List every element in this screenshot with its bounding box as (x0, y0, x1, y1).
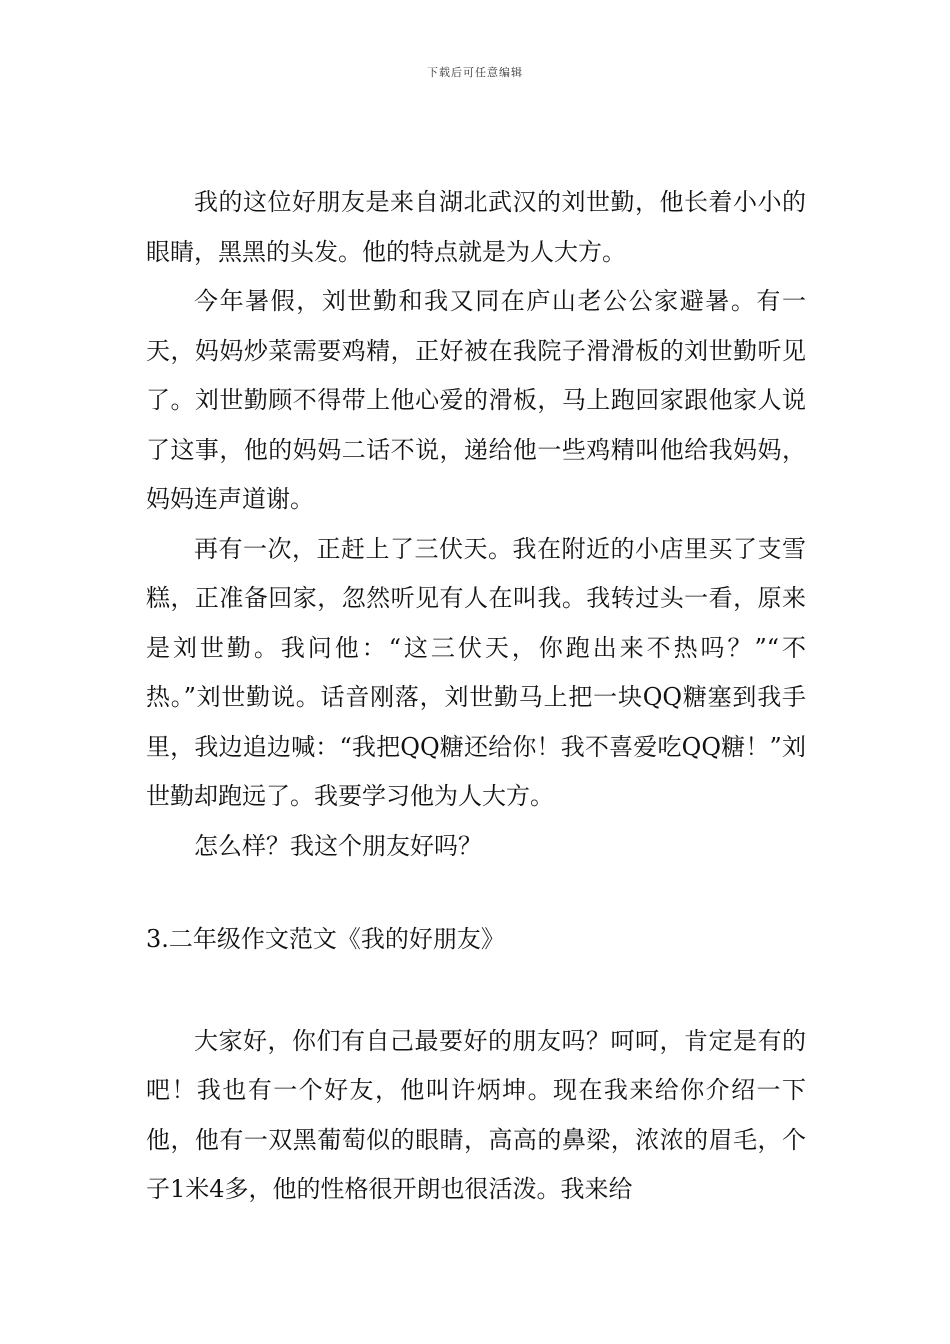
paragraph-2: 今年暑假，刘世勤和我又同在庐山老公公家避暑。有一天，妈妈炒菜需要鸡精，正好被在我院子滑滑板的刘世勤听见了。刘世勤顾不得带上他心爱的滑板，马上跑回家跟他家人说了这事，他的妈妈二话不说，递给他一些鸡精叫他给我妈妈，妈妈连声道谢。 (146, 287, 806, 513)
document-body (146, 178, 806, 1215)
paragraph-3: 再有一次，正赶上了三伏天。我在附近的小店里买了支雪糕，正准备回家，忽然听见有人在叫我。我转过头一看，原来是刘世勤。我问他：“这三伏天，你跑出来不热吗？”“不热。”刘世勤说。话音刚落，刘世勤马上把一块QQ糖塞到我手里，我边追边喊：“我把QQ糖还给你！我不喜爱吃QQ糖！”刘世勤却跑远了。我要学习他为人大方。 (146, 534, 806, 810)
section-heading: 3.二年级作文范文《我的好朋友》 (146, 925, 505, 953)
header-note: 下载后可任意编辑 (427, 66, 523, 79)
paragraph-1: 我的这位好朋友是来自湖北武汉的刘世勤，他长着小小的眼睛，黑黑的头发。他的特点就是为人大方。 (146, 188, 806, 266)
paragraph-5: 大家好，你们有自己最要好的朋友吗？呵呵，肯定是有的吧！我也有一个好友，他叫许炳坤。现在我来给你介绍一下他，他有一双黑葡萄似的眼睛，高高的鼻梁，浓浓的眉毛，个子1米4多，他的性格很开朗也很活泼。我来给 (146, 1026, 806, 1203)
paragraph-4: 怎么样？我这个朋友好吗？ (194, 831, 482, 860)
